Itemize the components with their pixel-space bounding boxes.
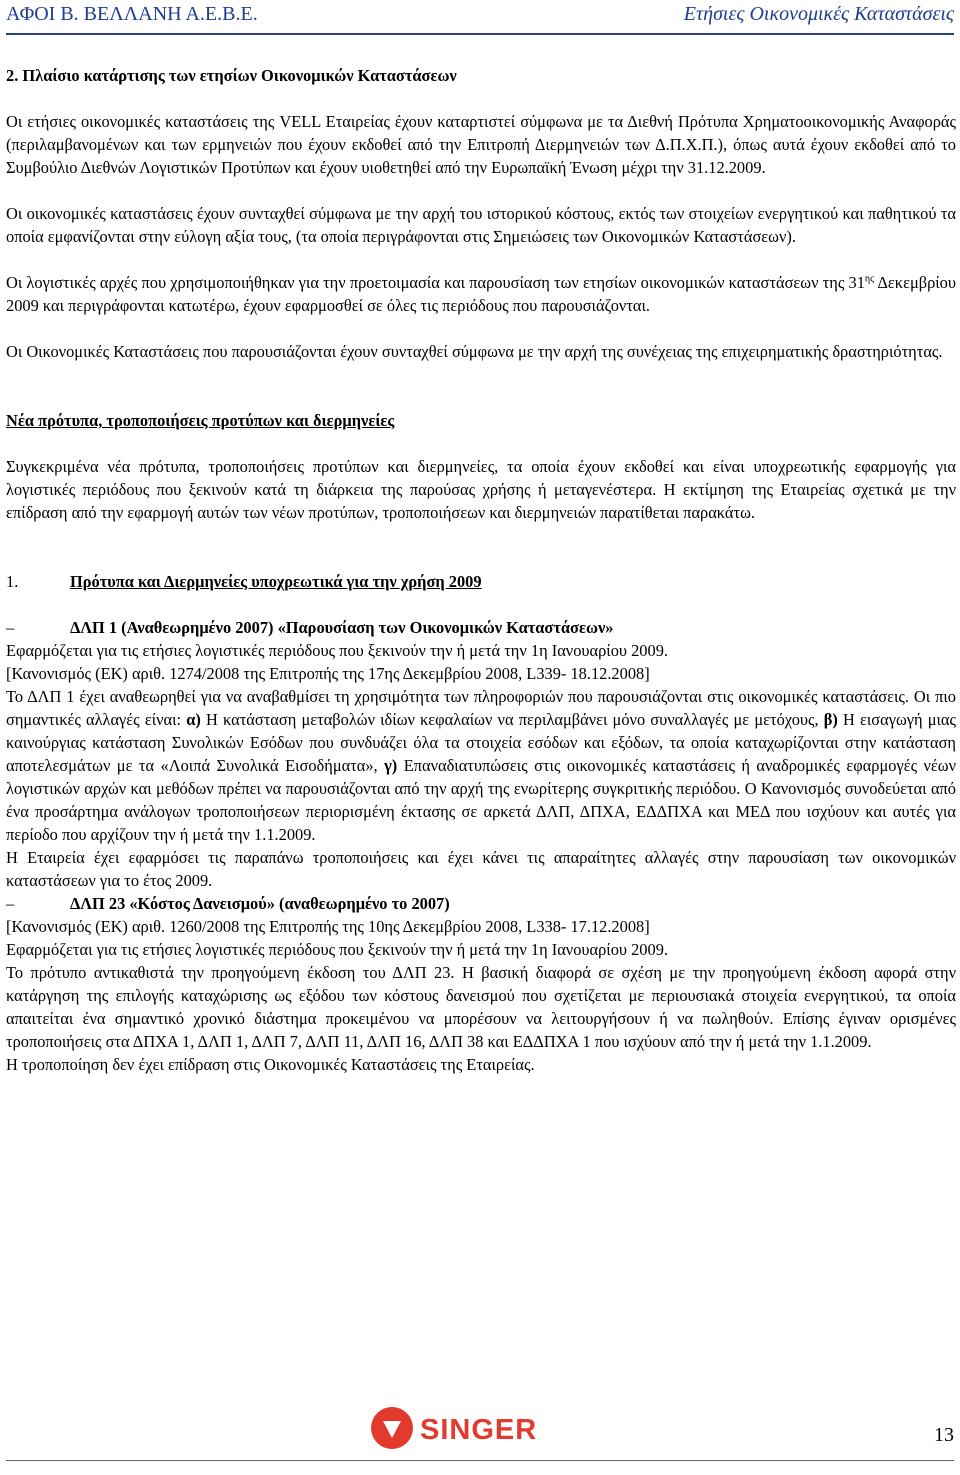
paragraph-accounting-principles [6,271,956,317]
ias1-desc-a: Το ΔΛΠ 1 έχει αναθεωρηθεί για να αναβαθμίσει τη χρησιμότητα των πληροφοριών που παρουσιάζονται στις οικονομικές καταστάσεις. Οι πιο σημαντικές αλλαγές είναι: [6,687,956,729]
ias1-desc-c: Η εισαγωγή μιας καινούργιας κατάσταση Συνολικών Εσόδων που συνδυάζει όλα τα στοιχεία εσόδων και εξόδων, τα οποία καταχωρίζονται στην κατάσταση αποτελεσμάτων με τα «Λοιπά Συνολικά Εισοδήματα», [6,710,957,775]
dash-bullet: – [6,894,15,913]
page-number: 13 [934,1424,954,1446]
new-standards-heading-text: Νέα πρότυπα, τροποποιήσεις προτύπων και διερμηνείες [6,411,395,430]
principles-text-a: Οι λογιστικές αρχές που χρησιμοποιήθηκαν για την προετοιμασία και παρουσίαση των ετησίων οικονομικών καταστάσεων της 31 [6,273,865,292]
list-heading [6,570,956,593]
page-header [6,3,954,29]
list-number: 1. [6,572,19,591]
dash-bullet: – [6,618,15,637]
section-heading: 2. Πλαίσιο κατάρτισης των ετησίων Οικονομικών Καταστάσεων [6,66,457,85]
item-ias23-title [6,892,956,915]
ias1-label-a: α) [186,710,201,729]
item-ias23-title-text: ΔΛΠ 23 «Κόστος Δανεισμού» (αναθεωρημένο το 2007) [70,894,450,913]
ias1-desc-b: Η κατάσταση μεταβολών ιδίων κεφαλαίων να περιλαμβάνει μόνο συναλλαγές με μετόχους, [200,710,824,729]
singer-logo [368,1404,564,1452]
new-standards-heading [6,409,956,432]
ias1-label-c: γ) [384,756,398,775]
item-ias1-title-text: ΔΛΠ 1 (Αναθεωρημένο 2007) «Παρουσίαση των Οικονομικών Καταστάσεων» [70,618,614,637]
principles-text-b: Δεκεμβρίου 2009 και περιγράφονται κατωτέρω, έχουν εφαρμοσθεί σε όλες τις περιόδους που παρουσιάζονται. [6,273,956,315]
item-ias1-application: Η Εταιρεία έχει εφαρμόσει τις παραπάνω τροποποιήσεις και έχει κάνει τις απαραίτητες αλλαγές στην παρουσίαση των οικονομικών καταστάσεων για το έτος 2009. [6,848,956,890]
main-content [6,64,956,1076]
item-ias1-title [6,616,956,639]
item-ias23-impact: Η τροποποίηση δεν έχει επίδραση στις Οικονομικές Καταστάσεις της Εταιρείας. [6,1055,535,1074]
footer-divider [6,1460,954,1461]
header-company: ΑΦΟΙ Β. ΒΕΛΛΑΝΗ Α.Ε.Β.Ε. [6,3,258,25]
logo-wordmark: SINGER [420,1414,538,1446]
paragraph-going-concern: Οι Οικονομικές Καταστάσεις που παρουσιάζονται έχουν συνταχθεί σύμφωνα με την αρχή της συνέχειας της επιχειρηματικής δραστηριότητας. [6,342,943,361]
item-ias1-effective: Εφαρμόζεται για τις ετήσιες λογιστικές περιόδους που ξεκινούν την ή μετά την 1η Ιανουαρίου 2009. [6,641,668,660]
item-ias23-regulation: [Κανονισμός (ΕΚ) αριθ. 1260/2008 της Επιτροπής της 10ης Δεκεμβρίου 2008, L338- 17.12.2008] [6,917,650,936]
ias1-label-b: β) [823,710,838,729]
paragraph-historical-cost: Οι οικονομικές καταστάσεις έχουν συνταχθεί σύμφωνα με την αρχή του ιστορικού κόστους, εκτός των στοιχείων ενεργητικού και παθητικού τα οποία εμφανίζονται στην εύλογη αξία τους, (τα οποία περιγράφονται στις Σημειώσεις των Οικονομικών Καταστάσεων). [6,204,956,246]
item-ias23-description: Το πρότυπο αντικαθιστά την προηγούμενη έκδοση του ΔΛΠ 23. Η βασική διαφορά σε σχέση με την προηγούμενη έκδοση αφορά στην κατάργηση της επιλογής καταχώρισης ως εξόδου των κόστους δανεισμού που σχετίζεται με περιουσιακά στοιχεία ενεργητικού, τα οποία απαιτείται ένα σημαντικό χρονικό διάστημα προκειμένου να μπορέσουν να λειτουργήσουν ή να πωληθούν. Επίσης έγιναν ορισμένες τροποποιήσεις στα ΔΠΧΑ 1, ΔΛΠ 1, ΔΛΠ 7, ΔΛΠ 11, ΔΛΠ 16, ΔΛΠ 38 και ΕΔΔΠΧΑ 1 που ισχύουν από την ή μετά την 1.1.2009. [6,963,956,1051]
item-ias1-description [6,685,956,846]
paragraph-framework: Οι ετήσιες οικονομικές καταστάσεις της VELL Εταιρείας έχουν καταρτιστεί σύμφωνα με τα Διεθνή Πρότυπα Χρηματοοικονομικής Αναφοράς (περιλαμβανομένων και των ερμηνειών που έχουν εκδοθεί από την Επιτροπή Διερμηνειών των Δ.Π.Χ.Π.), όπως αυτά έχουν εκδοθεί από το Συμβούλιο Διεθνών Λογιστικών Προτύπων και έχουν υιοθετηθεί από την Ευρωπαϊκή Ένωση μέχρι την 31.12.2009. [6,112,956,177]
item-ias23-effective: Εφαρμόζεται για τις ετήσιες λογιστικές περιόδους που ξεκινούν την ή μετά την 1η Ιανουαρίου 2009. [6,940,668,959]
header-doc-title: Ετήσιες Οικονομικές Καταστάσεις [683,3,954,25]
item-ias1-regulation: [Κανονισμός (ΕΚ) αριθ. 1274/2008 της Επιτροπής της 17ης Δεκεμβρίου 2008, L339- 18.12.2008] [6,664,650,683]
list-title: Πρότυπα και Διερμηνείες υποχρεωτικά για την χρήση 2009 [70,572,482,591]
ias1-desc-d: Επαναδιατυπώσεις στις οικονομικές καταστάσεις ή αναδρομικές εφαρμογές νέων λογιστικών αρχών και μεθόδων πρέπει να παρουσιάζονται από την αρχή της ενωρίτερης συγκριτικής περιόδου. Ο Κανονισμός συνοδεύεται από ένα προσάρτημα ανάλογων τροποποιήσεων περιορισμένη έκτασης σε αρκετά ΔΛΠ, ΔΠΧΑ, ΕΔΔΠΧΑ και ΜΕΔ που ισχύουν και αυτές για περίοδο που αρχίζουν την ή μετά την 1.1.2009. [6,756,957,844]
page-footer [0,1402,960,1464]
paragraph-new-standards-intro: Συγκεκριμένα νέα πρότυπα, τροποποιήσεις προτύπων και διερμηνείες, τα οποία έχουν εκδοθεί και είναι υποχρεωτικής εφαρμογής για λογιστικές περιόδους που ξεκινούν κατά τη διάρκεια της παρούσας χρήσης ή μεταγενέστερα. Η εκτίμηση της Εταιρείας σχετικά με την επίδραση από την εφαρμογή αυτών των νέων προτύπων, τροποποιήσεων και διερμηνειών παρατίθεται παρακάτω. [6,457,956,522]
principles-superscript: ης [864,273,875,285]
header-divider [6,33,954,35]
